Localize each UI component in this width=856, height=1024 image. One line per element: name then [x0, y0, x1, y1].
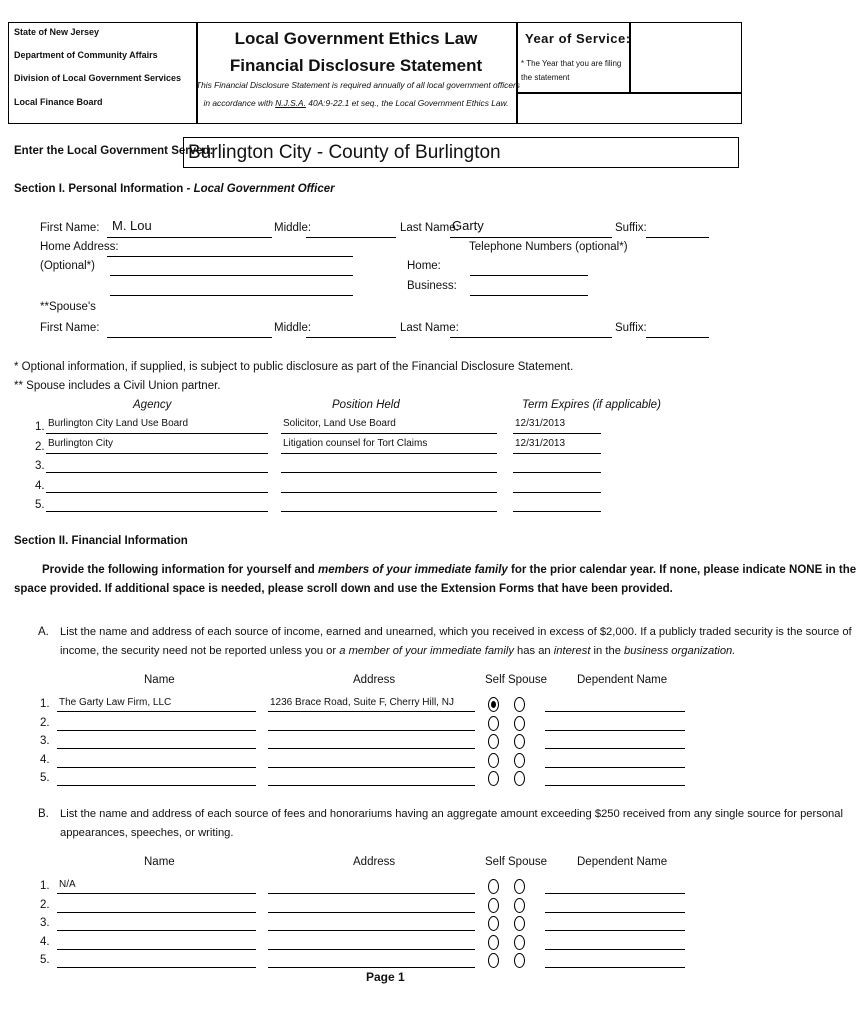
position-row-number: 2. [35, 440, 45, 453]
spouse-suffix-label: Suffix: [615, 322, 647, 334]
b-address-header: Address [353, 856, 396, 868]
part-b-letter: B. [38, 808, 49, 820]
source-name-value: The Garty Law Firm, LLC [59, 697, 172, 708]
term-field[interactable] [513, 492, 601, 493]
spouse-note: ** Spouse includes a Civil Union partner. [14, 380, 221, 392]
year-label: Year of Service: [525, 31, 631, 46]
self-radio[interactable] [488, 935, 499, 950]
agency-col-header: Agency [133, 399, 172, 411]
source-row-number: 3. [40, 735, 50, 747]
self-radio[interactable] [488, 697, 499, 712]
source-address-field[interactable] [268, 930, 475, 931]
position-field[interactable] [281, 433, 497, 434]
agency-field[interactable] [46, 511, 268, 512]
source-address-field[interactable] [268, 967, 475, 968]
spouse-radio[interactable] [514, 697, 525, 712]
source-row-number: 4. [40, 753, 50, 766]
source-row-number: 1. [40, 698, 50, 710]
source-name-field[interactable] [57, 785, 256, 786]
dependent-name-field[interactable] [545, 767, 685, 768]
year-note: * The Year that you are filing the statement [521, 59, 622, 82]
optional-label: (Optional*) [40, 260, 95, 272]
source-name-field[interactable] [57, 730, 256, 731]
last-name-field[interactable] [450, 237, 612, 238]
gov-served-label: Enter the Local Government Served: [14, 145, 214, 157]
business-phone-label: Business: [407, 280, 457, 292]
source-row-number: 2. [40, 898, 50, 911]
part-b-text-2: appearances, speeches, or writing. [60, 827, 234, 839]
source-name-field[interactable] [57, 912, 256, 913]
position-value: Solicitor, Land Use Board [283, 418, 396, 429]
source-row-number: 3. [40, 917, 50, 929]
agency-field[interactable] [46, 433, 268, 434]
dependent-name-field[interactable] [545, 711, 685, 712]
middle-label: Middle: [274, 222, 312, 234]
position-row-number: 4. [35, 479, 45, 492]
dependent-name-field[interactable] [545, 893, 685, 894]
source-address-field[interactable] [268, 785, 475, 786]
home-phone-label: Home: [407, 260, 441, 272]
self-radio[interactable] [488, 916, 499, 931]
part-a-text: List the name and address of each source of income, earned and unearned, which you received in excess of $2,000. If a publicly traded security is the source of [60, 626, 852, 638]
suffix-field[interactable] [646, 237, 709, 238]
home-address-field-3[interactable] [110, 295, 353, 296]
spouse-radio[interactable] [514, 716, 525, 731]
form-title: Local Government Ethics Law [234, 29, 478, 48]
term-col-header: Term Expires (if applicable) [522, 399, 661, 411]
source-row-number: 1. [40, 880, 50, 892]
agency-line: Local Finance Board [14, 97, 103, 107]
spouse-suffix-field[interactable] [646, 337, 709, 338]
form-title-2: Financial Disclosure Statement [229, 56, 483, 75]
source-row-number: 5. [40, 954, 50, 966]
part-b-text: List the name and address of each source of fees and honorariums having an aggregate amount exceeding $250 received from any single source for personal [60, 808, 843, 820]
agency-value: Burlington City [48, 437, 114, 449]
suffix-label: Suffix: [615, 222, 647, 234]
spouse-label: **Spouse's [40, 301, 96, 313]
source-address-field[interactable] [268, 730, 475, 731]
position-field[interactable] [281, 511, 497, 512]
position-row-number: 5. [35, 499, 45, 511]
home-phone-field[interactable] [470, 275, 588, 276]
a-spouse-header: Spouse [508, 674, 548, 686]
header-year-input[interactable] [629, 22, 742, 94]
source-name-field[interactable] [57, 711, 256, 712]
spouse-last-field[interactable] [450, 337, 612, 338]
spouse-radio[interactable] [514, 753, 525, 768]
last-name-label: Last Name: [400, 222, 459, 234]
a-address-header: Address [353, 674, 396, 686]
source-address-field[interactable] [268, 767, 475, 768]
home-address-label: Home Address: [40, 241, 119, 253]
section2-intro: Provide the following information for yourself and members of your immediate family for the prior calendar year. If none, please indicate NONE in the [42, 564, 856, 576]
last-name-value: Garty [452, 218, 484, 233]
spouse-first-field[interactable] [107, 337, 272, 338]
agency-field[interactable] [46, 472, 268, 473]
form-subtitle: This Financial Disclosure Statement is required annually of all local government officers [196, 80, 520, 90]
home-address-field-2[interactable] [110, 275, 353, 276]
source-name-value: N/A [59, 879, 76, 890]
position-col-header: Position Held [332, 399, 400, 411]
b-dependent-header: Dependent Name [577, 856, 668, 868]
term-field[interactable] [513, 472, 601, 473]
b-self-header: Self [485, 856, 505, 868]
spouse-radio[interactable] [514, 953, 525, 968]
spouse-radio[interactable] [514, 771, 525, 786]
gov-served-field[interactable] [183, 137, 739, 168]
source-address-field[interactable] [268, 711, 475, 712]
spouse-last-label: Last Name: [400, 322, 459, 334]
part-a-text-2: income, the security need not be reported unless you or a member of your immediate family has an interest in the business organization. [60, 645, 736, 657]
header-right-lower [516, 92, 742, 124]
optional-note: * Optional information, if supplied, is subject to public disclosure as part of the Financial Disclosure Statement. [14, 361, 574, 373]
page-number: Page 1 [366, 970, 405, 984]
telephone-label: Telephone Numbers (optional*) [469, 241, 628, 253]
spouse-radio[interactable] [514, 879, 525, 894]
position-row-number: 1. [35, 421, 45, 433]
agency-value: Burlington City Land Use Board [48, 418, 189, 429]
dependent-name-field[interactable] [545, 785, 685, 786]
source-row-number: 2. [40, 716, 50, 729]
middle-field[interactable] [306, 237, 396, 238]
dependent-name-field[interactable] [545, 949, 685, 950]
agency-line: State of New Jersey [14, 27, 100, 37]
home-address-field-1[interactable] [107, 256, 353, 257]
spouse-radio[interactable] [514, 898, 525, 913]
position-field[interactable] [281, 453, 497, 454]
source-row-number: 4. [40, 935, 50, 948]
section2-intro-2: space provided. If additional space is needed, please scroll down and use the Extension Forms that have been provided. [14, 583, 673, 595]
spouse-radio[interactable] [514, 734, 525, 749]
source-row-number: 5. [40, 772, 50, 784]
agency-field[interactable] [46, 492, 268, 493]
dependent-name-field[interactable] [545, 967, 685, 968]
source-name-field[interactable] [57, 930, 256, 931]
agency-field[interactable] [46, 453, 268, 454]
term-field[interactable] [513, 453, 601, 454]
section1-title: Section I. Personal Information - Local Government Officer [14, 183, 335, 195]
term-value: 12/31/2013 [515, 437, 566, 449]
position-value: Litigation counsel for Tort Claims [283, 437, 428, 449]
term-field[interactable] [513, 511, 601, 512]
first-name-value: M. Lou [112, 218, 152, 233]
b-name-header: Name [144, 856, 175, 868]
dependent-name-field[interactable] [545, 730, 685, 731]
self-radio[interactable] [488, 716, 499, 731]
first-name-field[interactable] [107, 237, 272, 238]
agency-line: Division of Local Government Services [14, 73, 182, 83]
source-address-field[interactable] [268, 748, 475, 749]
self-radio[interactable] [488, 734, 499, 749]
dependent-name-field[interactable] [545, 748, 685, 749]
form-subtitle-2: in accordance with N.J.S.A. 40A:9-22.1 et seq., the Local Government Ethics Law. [203, 98, 509, 108]
spouse-radio[interactable] [514, 916, 525, 931]
part-a-letter: A. [38, 626, 49, 638]
spouse-radio[interactable] [514, 935, 525, 950]
agency-line: Department of Community Affairs [14, 50, 158, 60]
dependent-name-field[interactable] [545, 930, 685, 931]
self-radio[interactable] [488, 753, 499, 768]
dependent-name-field[interactable] [545, 912, 685, 913]
source-address-field[interactable] [268, 893, 475, 894]
term-field[interactable] [513, 433, 601, 434]
self-radio[interactable] [488, 879, 499, 894]
term-value: 12/31/2013 [515, 418, 566, 429]
source-address-value: 1236 Brace Road, Suite F, Cherry Hill, NJ [270, 697, 454, 708]
self-radio[interactable] [488, 898, 499, 913]
self-radio[interactable] [488, 771, 499, 786]
source-address-field[interactable] [268, 949, 475, 950]
spouse-first-label: First Name: [40, 322, 100, 334]
a-name-header: Name [144, 674, 175, 686]
source-address-field[interactable] [268, 912, 475, 913]
source-name-field[interactable] [57, 967, 256, 968]
gov-served-value: Burlington City - County of Burlington [188, 142, 501, 163]
first-name-label: First Name: [40, 222, 100, 234]
source-name-field[interactable] [57, 767, 256, 768]
a-self-header: Self [485, 674, 505, 686]
self-radio[interactable] [488, 953, 499, 968]
b-spouse-header: Spouse [508, 856, 548, 868]
position-field[interactable] [281, 492, 497, 493]
a-dependent-header: Dependent Name [577, 674, 668, 686]
position-field[interactable] [281, 472, 497, 473]
position-row-number: 3. [35, 460, 45, 472]
section2-title: Section II. Financial Information [14, 535, 188, 547]
spouse-middle-field[interactable] [306, 337, 396, 338]
business-phone-field[interactable] [470, 295, 588, 296]
spouse-middle-label: Middle: [274, 322, 312, 334]
source-name-field[interactable] [57, 893, 256, 894]
source-name-field[interactable] [57, 949, 256, 950]
source-name-field[interactable] [57, 748, 256, 749]
